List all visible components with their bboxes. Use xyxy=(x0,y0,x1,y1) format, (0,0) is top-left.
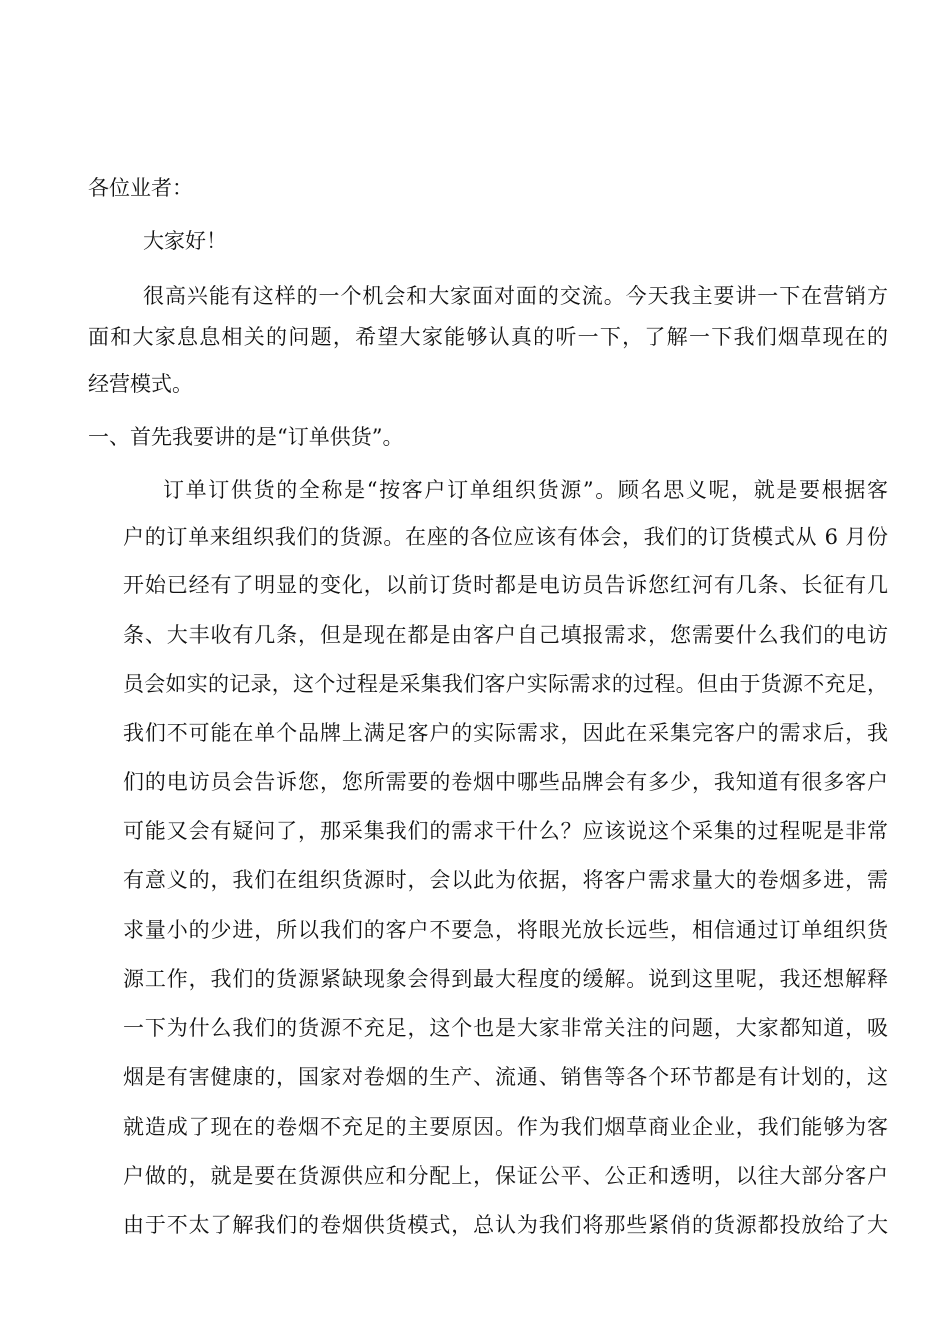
body-line-4: 条、大丰收有几条，但是现在都是由客户自己填报需求，您需要什么我们的电访 xyxy=(123,623,888,647)
body-line-14: 就造成了现在的卷烟不充足的主要原因。作为我们烟草商业企业，我们能够为客 xyxy=(123,1115,888,1139)
body-line-11: 源工作，我们的货源紧缺现象会得到最大程度的缓解。说到这里呢，我还想解释 xyxy=(123,967,888,991)
body-line-15: 户做的，就是要在货源供应和分配上，保证公平、公正和透明，以往大部分客户 xyxy=(123,1164,888,1188)
body-line-9: 有意义的，我们在组织货源时，会以此为依据，将客户需求量大的卷烟多进，需 xyxy=(123,868,888,892)
body-line-3: 开始已经有了明显的变化，以前订货时都是电访员告诉您红河有几条、长征有几 xyxy=(123,573,888,597)
intro-line-1: 很高兴能有这样的一个机会和大家面对面的交流。今天我主要讲一下在营销方 xyxy=(143,284,888,308)
greeting: 大家好！ xyxy=(143,229,227,253)
body-line-6: 我们不可能在单个品牌上满足客户的实际需求，因此在采集完客户的需求后，我 xyxy=(123,721,888,745)
body-line-2: 户的订单来组织我们的货源。在座的各位应该有体会，我们的订货模式从 6 月份 xyxy=(123,525,888,549)
section-heading: 一、首先我要讲的是“订单供货”。 xyxy=(88,425,404,449)
salutation: 各位业者： xyxy=(88,176,193,200)
body-line-7: 们的电访员会告诉您，您所需要的卷烟中哪些品牌会有多少，我知道有很多客户 xyxy=(123,770,888,794)
body-line-16: 由于不太了解我们的卷烟供货模式，总认为我们将那些紧俏的货源都投放给了大 xyxy=(123,1213,888,1237)
body-line-10: 求量小的少进，所以我们的客户不要急，将眼光放长远些，相信通过订单组织货 xyxy=(123,918,888,942)
intro-line-2: 面和大家息息相关的问题，希望大家能够认真的听一下，了解一下我们烟草现在的 xyxy=(88,325,888,349)
body-line-1: 订单订供货的全称是“按客户订单组织货源”。顾名思义呢，就是要根据客 xyxy=(163,478,888,502)
body-line-8: 可能又会有疑问了，那采集我们的需求干什么？应该说这个采集的过程呢是非常 xyxy=(123,819,888,843)
body-line-5: 员会如实的记录，这个过程是采集我们客户实际需求的过程。但由于货源不充足， xyxy=(123,672,888,696)
body-line-13: 烟是有害健康的，国家对卷烟的生产、流通、销售等各个环节都是有计划的，这 xyxy=(123,1065,888,1089)
body-line-12: 一下为什么我们的货源不充足，这个也是大家非常关注的问题，大家都知道，吸 xyxy=(123,1016,888,1040)
intro-line-3: 经营模式。 xyxy=(88,372,193,396)
